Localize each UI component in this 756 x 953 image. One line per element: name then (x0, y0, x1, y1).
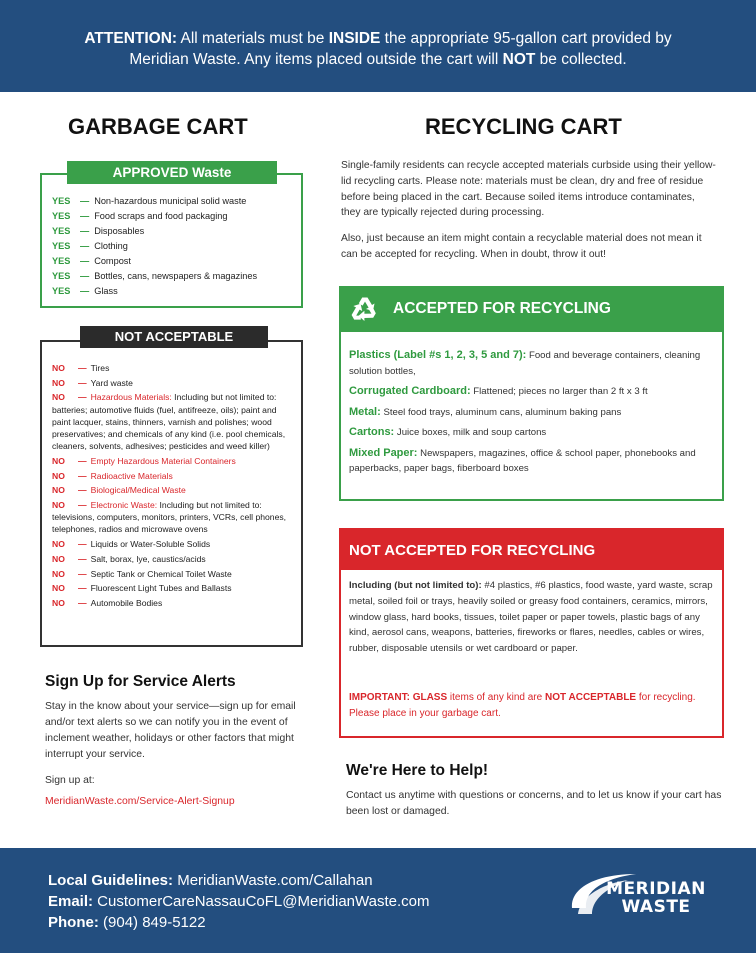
service-alerts-section (45, 673, 305, 810)
dash: — (80, 256, 90, 266)
recycling-cart-heading: RECYCLING CART (425, 114, 622, 139)
accepted-item-label: Mixed Paper: (349, 446, 418, 459)
accepted-item (349, 425, 719, 441)
not-item-label: Radioactive Materials (90, 470, 173, 481)
contact-info (48, 870, 429, 933)
no-label: NO (52, 392, 65, 403)
recycling-intro-paragraph-1: Single-family residents can recycle accepted materials curbside using their yellow-lid recycling carts. Please note: materials must be clean, dry and free of residue before being placed in the cart. Because soiled items introduce contaminates, they are typically rejected during processing. (341, 160, 716, 219)
accepted-item (349, 405, 719, 421)
accepted-item (349, 446, 719, 477)
list-item (52, 455, 296, 467)
list-item (52, 194, 257, 209)
garbage-cart-heading: GARBAGE CART (68, 114, 248, 139)
yes-label: YES (52, 226, 71, 236)
no-label: NO (52, 377, 65, 388)
not-item-label: Fluorescent Light Tubes and Ballasts (90, 583, 232, 594)
not-acceptable-title: NOT ACCEPTABLE (80, 326, 268, 348)
dash: — (78, 597, 87, 608)
not-item-label: Empty Hazardous Material Containers (90, 455, 236, 466)
list-item (52, 239, 257, 254)
not-item-label: Tires (90, 363, 110, 373)
yes-label: YES (52, 211, 71, 221)
approved-item-text: Compost (94, 256, 131, 266)
email-link[interactable]: CustomerCareNassauCoFL@MeridianWaste.com (93, 893, 430, 910)
dash: — (80, 196, 90, 206)
not-accepted-title: NOT ACCEPTED FOR RECYCLING (349, 542, 596, 559)
no-label: NO (52, 553, 65, 564)
important-glass-note: IMPORTANT: GLASS items of any kind are NOT ACCEPTABLE for recycling. Please place in your garbage cart. (349, 692, 696, 719)
accepted-item (349, 384, 719, 400)
not-item-detail: Including but not limited to: televisions, computers, monitors, printers, VCRs, cell phones, telephones, radios and microwave ovens (52, 500, 287, 535)
list-item (52, 269, 257, 284)
accepted-item-label: Metal: (349, 405, 381, 418)
accepted-item-label: Corrugated Cardboard: (349, 385, 471, 397)
no-label: NO (52, 455, 65, 466)
no-label: NO (52, 597, 65, 608)
local-guidelines-line: Local Guidelines: MeridianWaste.com/Callahan (48, 872, 373, 889)
not-item-detail: Including but not limited to: batteries; automotive fluids (fuel, antifreeze, oils); paint and paint lacquer, stains, thinners, varnish and polishes; wood preservatives; and chemicals of any kind (i.e. pool chemicals, cleaners, solvents, adhesives; pesticides and weed killer) (52, 392, 286, 452)
list-item (52, 209, 257, 224)
dash: — (80, 271, 90, 281)
list-item (52, 499, 296, 536)
service-alerts-body: Stay in the know about your service—sign up for email and/or text alerts so we can notify you in the event of inclement weather, holidays or other factors that might interrupt your service. (45, 701, 296, 760)
dash: — (78, 539, 87, 550)
not-item-label: Septic Tank or Chemical Toilet Waste (90, 568, 232, 579)
dash: — (78, 363, 87, 373)
help-body: Contact us anytime with questions or concerns, and to let us know if your cart has been lost or damaged. (346, 790, 722, 817)
accepted-item-label: Cartons: (349, 426, 395, 438)
list-item (52, 597, 296, 609)
meridian-waste-logo (566, 868, 726, 930)
list-item (52, 582, 296, 594)
approved-waste-title: APPROVED Waste (67, 161, 277, 184)
list-item (52, 377, 296, 389)
not-item-label: Hazardous Materials: (90, 392, 172, 403)
not-item-label: Biological/Medical Waste (90, 485, 186, 496)
list-item (52, 568, 296, 580)
accepted-item-text: Newspapers, magazines, office & school paper, phonebooks and paperbacks, paper bags, fiberboard boxes (349, 447, 696, 474)
service-alerts-heading: Sign Up for Service Alerts (45, 673, 236, 690)
approved-item-text: Bottles, cans, newspapers & magazines (94, 271, 258, 281)
attention-line-1: ATTENTION: All materials must be INSIDE the appropriate 95-gallon cart provided by (84, 30, 672, 47)
dash: — (80, 241, 90, 251)
dash: — (80, 226, 90, 236)
accepted-item-text: Food and beverage containers, cleaning solution bottles, (349, 350, 701, 377)
accepted-item (349, 348, 719, 379)
not-acceptable-list (52, 362, 296, 612)
no-label: NO (52, 470, 65, 481)
dash: — (80, 211, 90, 221)
no-label: NO (52, 500, 65, 511)
approved-item-text: Disposables (94, 226, 145, 236)
service-alert-signup-link[interactable]: MeridianWaste.com/Service-Alert-Signup (45, 796, 235, 807)
not-item-label: Yard waste (90, 377, 133, 388)
no-label: NO (52, 539, 65, 550)
dash: — (78, 470, 87, 481)
not-accepted-header (341, 530, 722, 570)
dash: — (80, 286, 90, 296)
approved-item-text: Glass (94, 286, 118, 296)
phone-number[interactable]: (904) 849-5122 (98, 914, 206, 931)
not-item-label: Salt, borax, lye, caustics/acids (90, 553, 206, 564)
list-item (52, 224, 257, 239)
no-label: NO (52, 568, 65, 579)
approved-item-text: Clothing (94, 241, 128, 251)
list-item (52, 553, 296, 565)
not-accepted-lead: Including (but not limited to): (349, 580, 482, 591)
accepted-header (341, 288, 722, 332)
accepted-item-text: Steel food trays, aluminum cans, aluminum baking pans (380, 406, 622, 418)
dash: — (78, 553, 87, 564)
not-item-label: Electronic Waste: (90, 500, 158, 511)
email-line: Email: CustomerCareNassauCoFL@MeridianWaste.com (48, 893, 430, 910)
attention-banner (0, 0, 756, 92)
list-item (52, 284, 257, 299)
no-label: NO (52, 583, 65, 594)
yes-label: YES (52, 196, 71, 206)
accepted-title: ACCEPTED FOR RECYCLING (393, 300, 611, 317)
list-item (52, 254, 257, 269)
approved-item-text: Non-hazardous municipal solid waste (94, 196, 247, 206)
dash: — (78, 500, 87, 511)
dash: — (78, 455, 87, 466)
dash: — (78, 568, 87, 579)
not-accepted-body (349, 578, 719, 657)
accepted-item-text: Juice boxes, milk and soup cartons (394, 427, 547, 438)
recycle-icon (348, 294, 380, 326)
recycling-intro (341, 158, 716, 263)
recycling-intro-paragraph-2: Also, just because an item might contain a recyclable material does not mean it can be accepted for recycling. When in doubt, throw it out! (341, 233, 702, 260)
list-item (52, 391, 296, 452)
no-label: NO (52, 363, 65, 373)
yes-label: YES (52, 256, 71, 266)
logo-line-1: MERIDIAN (606, 879, 706, 899)
footer-banner (0, 848, 756, 953)
yes-label: YES (52, 286, 71, 296)
dash: — (78, 485, 87, 496)
no-label: NO (52, 485, 65, 496)
not-item-label: Automobile Bodies (90, 597, 163, 608)
list-item (52, 362, 296, 374)
not-item-label: Liquids or Water-Soluble Solids (90, 539, 211, 550)
attention-line-2: Meridian Waste. Any items placed outside the cart will NOT be collected. (129, 51, 627, 68)
local-guidelines-link[interactable]: MeridianWaste.com/Callahan (173, 872, 373, 889)
dash: — (78, 392, 87, 403)
not-accepted-for-recycling-box (339, 528, 724, 738)
logo-line-2: WASTE (621, 897, 691, 917)
list-item (52, 470, 296, 482)
accepted-item-label: Plastics (Label #s 1, 2, 3, 5 and 7): (349, 349, 527, 361)
signup-at-label: Sign up at: (45, 775, 95, 786)
accepted-items-list (349, 348, 719, 482)
yes-label: YES (52, 271, 71, 281)
help-section (346, 762, 726, 820)
dash: — (78, 377, 87, 388)
dash: — (78, 583, 87, 594)
accepted-for-recycling-box (339, 286, 724, 501)
help-heading: We're Here to Help! (346, 762, 489, 779)
list-item (52, 484, 296, 496)
list-item (52, 538, 296, 550)
not-accepted-text: #4 plastics, #6 plastics, food waste, yard waste, scrap metal, soiled foil or trays, heavily soiled or greasy food containers, ceramics, mirrors, window glass, hard books, tissues, toilet paper or paper towels, plastic bags of any kind, aerosol cans, weapons, batteries, fireworks or flares, needles, cables or wires, rubber, disposable utensils or wet cardboard or paper. (349, 580, 713, 655)
approved-waste-list (52, 194, 257, 299)
accepted-item-text: Flattened; pieces no larger than 2 ft x 3 ft (470, 386, 648, 397)
phone-line: Phone: (904) 849-5122 (48, 914, 206, 931)
approved-item-text: Food scraps and food packaging (94, 211, 228, 221)
yes-label: YES (52, 241, 71, 251)
